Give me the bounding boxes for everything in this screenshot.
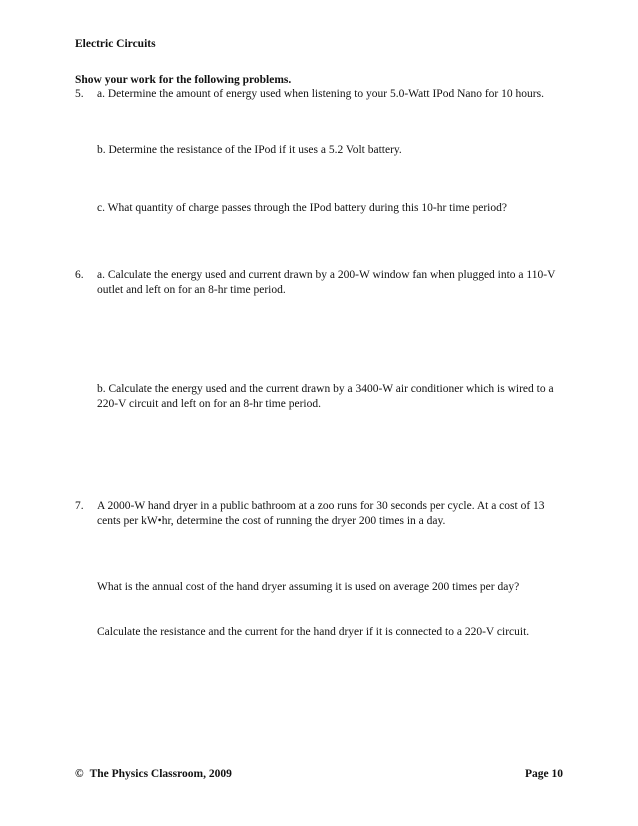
instructions-text: Show your work for the following problems. bbox=[75, 74, 292, 86]
footer-page-number: Page 10 bbox=[524, 768, 563, 780]
problem-5b-text: b. Determine the resistance of the IPod if it uses a 5.2 Volt battery. bbox=[97, 144, 402, 156]
problem-7-resistance-text: Calculate the resistance and the current for the hand dryer if it is connected to a 220-V circuit. bbox=[97, 626, 530, 638]
problem-7-number: 7. bbox=[75, 500, 84, 512]
problem-5c-text: c. What quantity of charge passes through the IPod battery during this 10-hr time period? bbox=[97, 202, 507, 214]
problem-5-number: 5. bbox=[75, 88, 84, 100]
problem-7-annual-cost-text: What is the annual cost of the hand dryer assuming it is used on average 200 times per day? bbox=[97, 581, 520, 593]
problem-6a-text: a. Calculate the energy used and current drawn by a 200-W window fan when plugged into a 110-V outlet and left on for an 8-hr time period. bbox=[97, 269, 556, 296]
problem-6b-text: b. Calculate the energy used and the current drawn by a 3400-W air conditioner which is wired to a 220-V circuit and left on for an 8-hr time period. bbox=[97, 383, 554, 410]
footer-copyright-text: The Physics Classroom, 2009 bbox=[89, 768, 232, 780]
problem-5a-text: a. Determine the amount of energy used when listening to your 5.0-Watt IPod Nano for 10 hours. bbox=[97, 88, 544, 100]
copyright-symbol: © bbox=[75, 768, 84, 780]
problem-7-main-text: A 2000-W hand dryer in a public bathroom at a zoo runs for 30 seconds per cycle. At a cost of 13 cents per kW•hr, determine the cost of running the dryer 200 times in a day. bbox=[97, 500, 545, 527]
problem-6-number: 6. bbox=[75, 269, 84, 281]
footer-copyright bbox=[75, 768, 232, 780]
page-header-title: Electric Circuits bbox=[75, 38, 156, 50]
